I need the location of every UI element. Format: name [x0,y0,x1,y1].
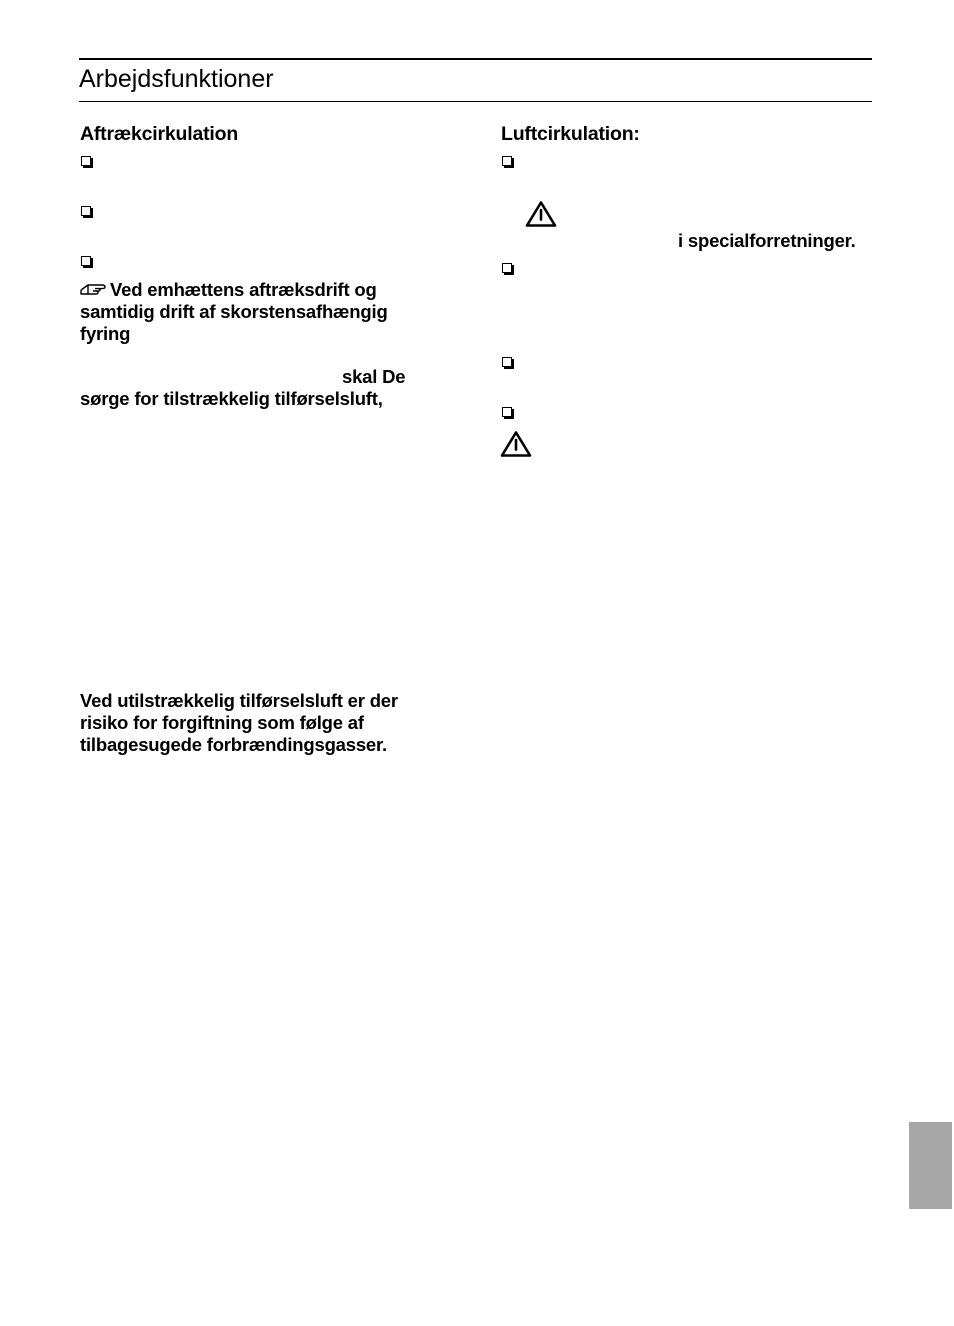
specialist-text: i specialforretninger. [678,230,856,251]
checkbox-bullet-icon [502,407,512,417]
checkbox-bullet-icon [81,256,91,266]
note-line-4: skal De [342,366,406,387]
checkbox-bullet-icon [502,357,512,367]
header-rule-top [79,58,872,60]
warning-line-1: Ved utilstrækkelig tilførselsluft er der [80,690,398,711]
warning-line-3: tilbagesugede forbrændingsgasser. [80,734,387,755]
warning-triangle-icon [525,200,557,228]
page-side-tab [909,1122,952,1209]
section-heading-luftcirkulation: Luftcirkulation: [501,123,640,145]
checkbox-bullet-icon [502,156,512,166]
note-line-2: samtidig drift af skorstensafhængig [80,301,388,322]
note-text-1: Ved emhættens aftræksdrift og [110,279,377,300]
checkbox-bullet-icon [502,263,512,273]
note-line-1 [80,279,377,301]
note-line-5: sørge for tilstrækkelig tilførselsluft, [80,388,383,409]
pointing-hand-icon [80,281,106,297]
note-line-3: fyring [80,323,131,344]
page-title: Arbejdsfunktioner [79,65,274,93]
warning-triangle-icon [500,430,532,458]
section-heading-aftraek: Aftrækcirkulation [80,123,239,145]
checkbox-bullet-icon [81,156,91,166]
checkbox-bullet-icon [81,206,91,216]
header-rule-bottom [79,101,872,102]
warning-line-2: risiko for forgiftning som følge af [80,712,364,733]
